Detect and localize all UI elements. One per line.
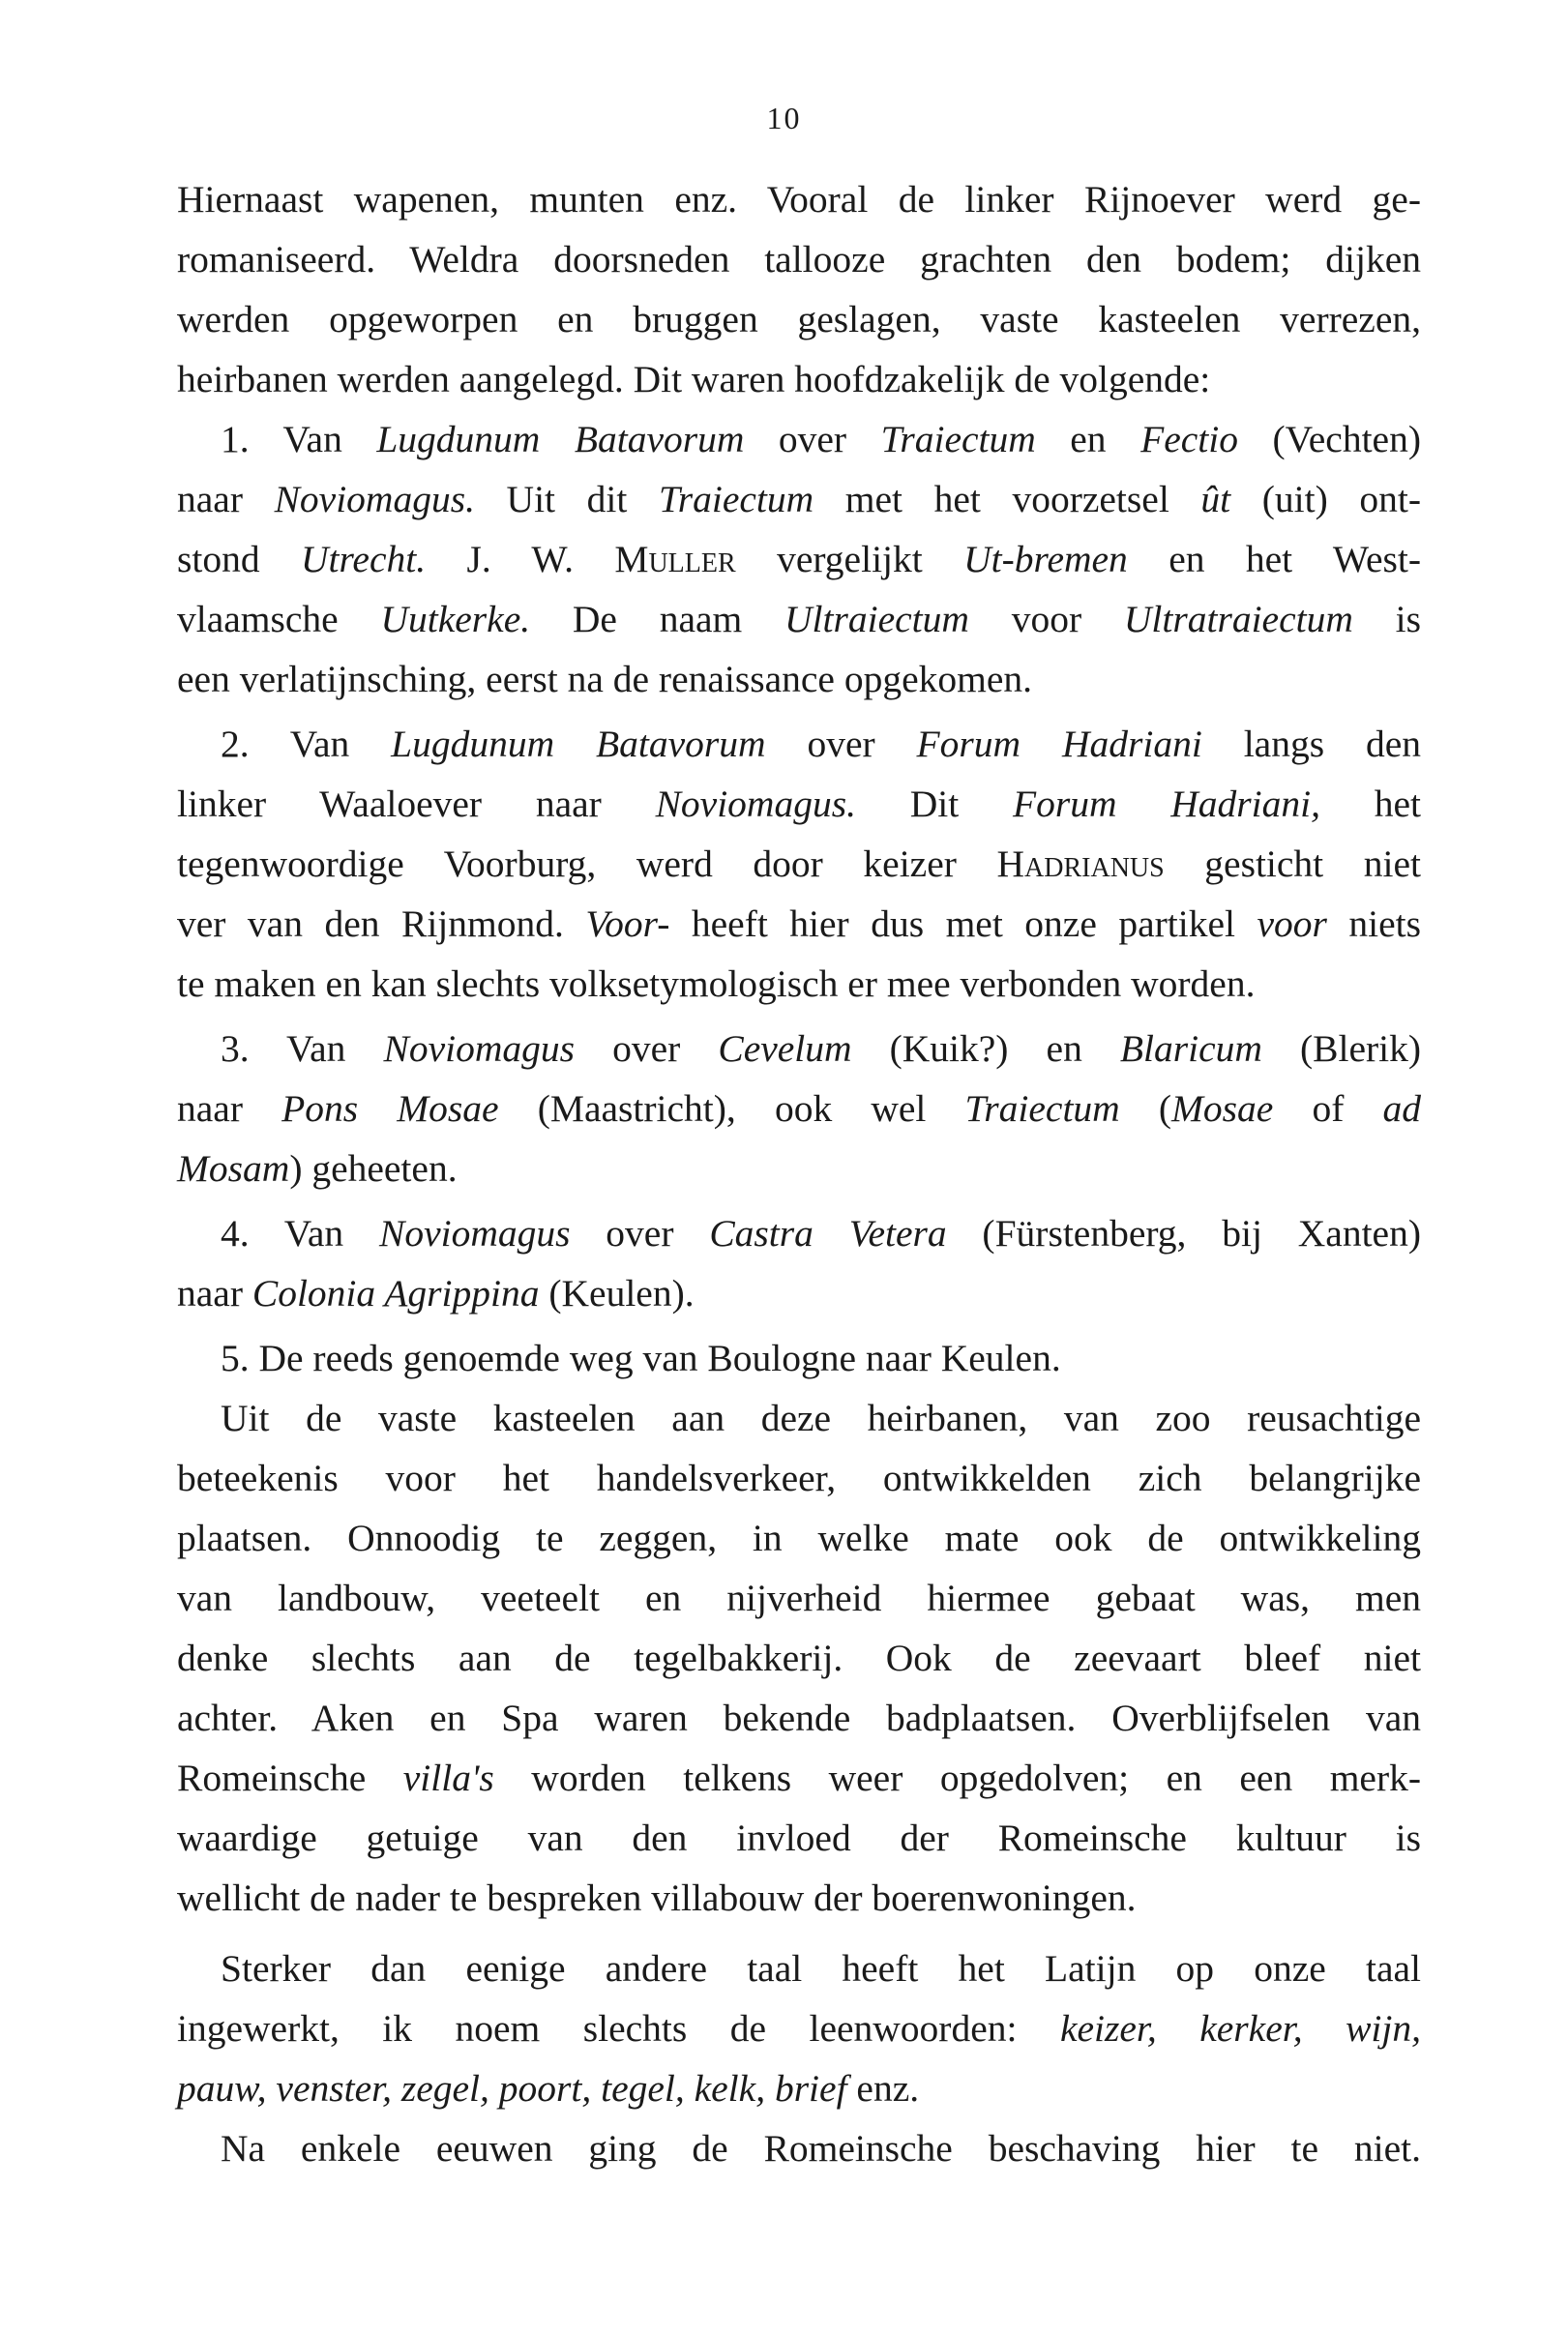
text-line: stond Utrecht. J. W. Muller vergelijkt Ut-bremen en het West- bbox=[177, 538, 1421, 580]
text-line: naar Pons Mosae (Maastricht), ook wel Traiectum (Mosae of ad bbox=[177, 1087, 1421, 1130]
text-line: 4. Van Noviomagus over Castra Vetera (Fürstenberg, bij Xanten) bbox=[221, 1212, 1421, 1255]
text-line: Na enkele eeuwen ging de Romeinsche beschaving hier te niet. bbox=[221, 2127, 1421, 2170]
text-line: 3. Van Noviomagus over Cevelum (Kuik?) en Blaricum (Blerik) bbox=[221, 1027, 1422, 1070]
text-line: 5. De reeds genoemde weg van Boulogne naar Keulen. bbox=[221, 1337, 1061, 1379]
body-text bbox=[177, 169, 1421, 2178]
text-line: beteekenis voor het handelsverkeer, ontwikkelden zich belangrijke bbox=[177, 1457, 1421, 1499]
text-line: wellicht de nader te bespreken villabouw der boerenwoningen. bbox=[177, 1877, 1137, 1919]
text-line: werden opgeworpen en bruggen geslagen, vaste kasteelen verrezen, bbox=[177, 298, 1421, 340]
text-line: plaatsen. Onnoodig te zeggen, in welke mate ook de ontwikkeling bbox=[177, 1517, 1421, 1559]
text-line: naar Colonia Agrippina (Keulen). bbox=[177, 1272, 695, 1315]
text-line: denke slechts aan de tegelbakkerij. Ook de zeevaart bleef niet bbox=[177, 1637, 1421, 1679]
text-line: naar Noviomagus. Uit dit Traiectum met het voorzetsel ût (uit) ont- bbox=[177, 478, 1421, 520]
page-number: 10 bbox=[766, 101, 802, 135]
text-line: linker Waaloever naar Noviomagus. Dit Forum Hadriani, het bbox=[177, 783, 1421, 825]
text-line: pauw, venster, zegel, poort, tegel, kelk, brief enz. bbox=[177, 2067, 920, 2110]
text-line: Sterker dan eenige andere taal heeft het Latijn op onze taal bbox=[221, 1947, 1421, 1990]
text-line: Uit de vaste kasteelen aan deze heirbanen, van zoo reusachtige bbox=[221, 1397, 1421, 1439]
text-line: romaniseerd. Weldra doorsneden tallooze grachten den bodem; dijken bbox=[177, 238, 1421, 281]
text-line: een verlatijnsching, eerst na de renaissance opgekomen. bbox=[177, 658, 1033, 700]
text-line: Mosam) geheeten. bbox=[177, 1147, 458, 1190]
text-line: achter. Aken en Spa waren bekende badplaatsen. Overblijfselen van bbox=[177, 1697, 1421, 1739]
text-line: heirbanen werden aangelegd. Dit waren hoofdzakelijk de volgende: bbox=[177, 358, 1211, 400]
text-line: vlaamsche Uutkerke. De naam Ultraiectum voor Ultratraiectum is bbox=[177, 598, 1421, 640]
text-line: 1. Van Lugdunum Batavorum over Traiectum en Fectio (Vechten) bbox=[221, 418, 1421, 460]
text-line: ver van den Rijnmond. Voor- heeft hier dus met onze partikel voor niets bbox=[177, 902, 1421, 945]
text-line: van landbouw, veeteelt en nijverheid hiermee gebaat was, men bbox=[177, 1577, 1421, 1619]
text-line: Hiernaast wapenen, munten enz. Vooral de linker Rijnoever werd ge- bbox=[177, 178, 1421, 221]
text-line: 2. Van Lugdunum Batavorum over Forum Hadriani langs den bbox=[221, 723, 1422, 765]
text-line: te maken en kan slechts volksetymologisch er mee verbonden worden. bbox=[177, 962, 1256, 1005]
text-line: Romeinsche villa's worden telkens weer opgedolven; en een merk- bbox=[177, 1757, 1422, 1799]
text-line: ingewerkt, ik noem slechts de leenwoorden: keizer, kerker, wijn, bbox=[177, 2007, 1421, 2050]
text-line: tegenwoordige Voorburg, werd door keizer Hadrianus gesticht niet bbox=[177, 842, 1421, 885]
text-line: waardige getuige van den invloed der Romeinsche kultuur is bbox=[177, 1817, 1421, 1859]
